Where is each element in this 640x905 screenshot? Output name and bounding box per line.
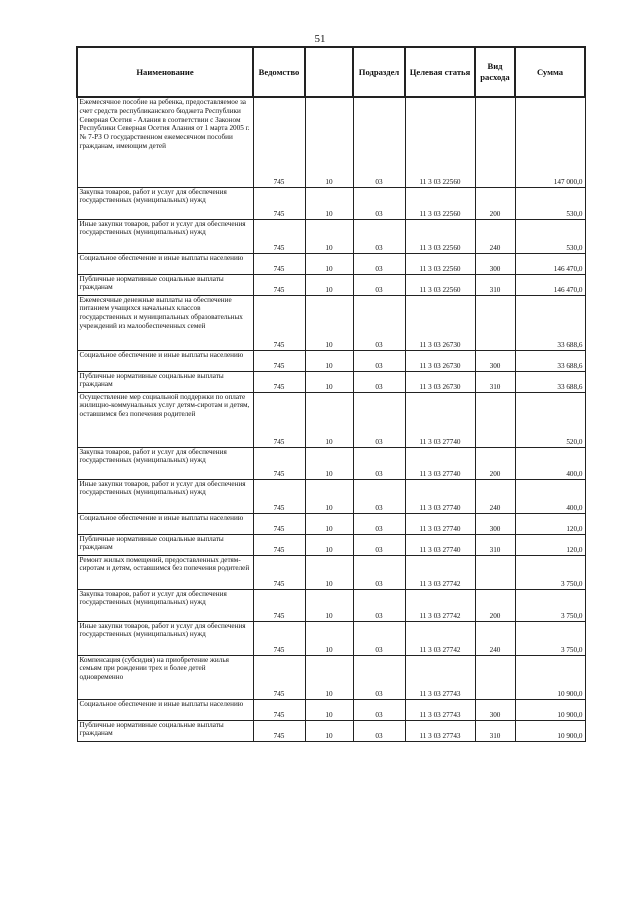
row-amount: 33 688,6 <box>515 295 585 350</box>
row-department: 745 <box>253 699 305 720</box>
header-name: Наименование <box>77 47 253 97</box>
table-row <box>77 621 585 655</box>
row-amount: 10 900,0 <box>515 655 585 699</box>
row-amount: 10 900,0 <box>515 699 585 720</box>
row-section: 10 <box>305 350 353 371</box>
row-department: 745 <box>253 187 305 219</box>
row-section: 10 <box>305 187 353 219</box>
row-subsection: 03 <box>353 219 405 253</box>
row-name: Осуществление мер социальной поддержки по оплате жилищно-коммунальных услуг детям-сиротам и детям, оставшимся без попечения родителей <box>77 392 253 447</box>
row-expense-type: 310 <box>475 534 515 555</box>
table-row <box>77 219 585 253</box>
row-subsection: 03 <box>353 513 405 534</box>
row-subsection: 03 <box>353 371 405 392</box>
header-amount: Сумма <box>515 47 585 97</box>
row-name: Публичные нормативные социальные выплаты гражданам <box>77 371 253 392</box>
row-target-item: 11 3 03 26730 <box>405 350 475 371</box>
table-row <box>77 97 585 187</box>
row-expense-type <box>475 392 515 447</box>
row-expense-type <box>475 555 515 589</box>
row-amount: 33 688,6 <box>515 371 585 392</box>
row-subsection: 03 <box>353 392 405 447</box>
row-section: 10 <box>305 392 353 447</box>
row-expense-type: 300 <box>475 699 515 720</box>
row-subsection: 03 <box>353 589 405 621</box>
row-section: 10 <box>305 253 353 274</box>
row-name: Закупка товаров, работ и услуг для обеспечения государственных (муниципальных) нужд <box>77 589 253 621</box>
row-expense-type: 300 <box>475 350 515 371</box>
table-row <box>77 447 585 479</box>
row-department: 745 <box>253 447 305 479</box>
row-amount: 146 470,0 <box>515 274 585 295</box>
row-section: 10 <box>305 479 353 513</box>
row-amount: 120,0 <box>515 513 585 534</box>
row-target-item: 11 3 03 27743 <box>405 699 475 720</box>
row-section: 10 <box>305 621 353 655</box>
row-name: Компенсация (субсидия) на приобретение жилья семьям при рождении трех и более детей одновременно <box>77 655 253 699</box>
table-row <box>77 555 585 589</box>
row-section: 10 <box>305 97 353 187</box>
row-department: 745 <box>253 655 305 699</box>
row-amount: 146 470,0 <box>515 253 585 274</box>
row-department: 745 <box>253 295 305 350</box>
row-subsection: 03 <box>353 699 405 720</box>
row-name: Иные закупки товаров, работ и услуг для обеспечения государственных (муниципальных) нужд <box>77 621 253 655</box>
row-name: Социальное обеспечение и иные выплаты населению <box>77 513 253 534</box>
row-department: 745 <box>253 534 305 555</box>
row-subsection: 03 <box>353 253 405 274</box>
row-expense-type: 240 <box>475 621 515 655</box>
table-row <box>77 699 585 720</box>
row-section: 10 <box>305 555 353 589</box>
row-subsection: 03 <box>353 534 405 555</box>
row-amount: 10 900,0 <box>515 720 585 741</box>
row-section: 10 <box>305 655 353 699</box>
row-target-item: 11 3 03 27740 <box>405 534 475 555</box>
row-name: Закупка товаров, работ и услуг для обеспечения государственных (муниципальных) нужд <box>77 187 253 219</box>
row-subsection: 03 <box>353 350 405 371</box>
row-target-item: 11 3 03 26730 <box>405 295 475 350</box>
row-name: Закупка товаров, работ и услуг для обеспечения государственных (муниципальных) нужд <box>77 447 253 479</box>
row-expense-type: 310 <box>475 371 515 392</box>
header-section-blank <box>305 47 353 97</box>
row-name: Ремонт жилых помещений, предоставленных детям-сиротам и детям, оставшимся без попечения родителей <box>77 555 253 589</box>
header-target-item: Целевая статья <box>405 47 475 97</box>
row-target-item: 11 3 03 26730 <box>405 371 475 392</box>
row-expense-type: 310 <box>475 720 515 741</box>
row-subsection: 03 <box>353 274 405 295</box>
row-amount: 530,0 <box>515 187 585 219</box>
row-section: 10 <box>305 447 353 479</box>
row-target-item: 11 3 03 27740 <box>405 447 475 479</box>
row-name: Ежемесячное пособие на ребенка, предоставляемое за счет средств республиканского бюджета Республики Северная Осетия - Алания в соответствии с Законом Республики Северная Осетия Алания от 1 марта 2005 г. № 7-РЗ О государственном ежемесячном пособии гражданам, имеющим детей <box>77 97 253 187</box>
row-department: 745 <box>253 555 305 589</box>
row-target-item: 11 3 03 22560 <box>405 253 475 274</box>
table-row <box>77 479 585 513</box>
row-subsection: 03 <box>353 295 405 350</box>
row-amount: 400,0 <box>515 447 585 479</box>
row-expense-type <box>475 295 515 350</box>
row-target-item: 11 3 03 27740 <box>405 479 475 513</box>
row-department: 745 <box>253 350 305 371</box>
row-department: 745 <box>253 371 305 392</box>
table-row <box>77 589 585 621</box>
table-body <box>77 97 585 741</box>
header-subsection: Подраздел <box>353 47 405 97</box>
row-name: Публичные нормативные социальные выплаты гражданам <box>77 534 253 555</box>
row-section: 10 <box>305 371 353 392</box>
row-amount: 147 000,0 <box>515 97 585 187</box>
row-section: 10 <box>305 295 353 350</box>
row-amount: 3 750,0 <box>515 621 585 655</box>
row-target-item: 11 3 03 22560 <box>405 274 475 295</box>
row-department: 745 <box>253 392 305 447</box>
row-section: 10 <box>305 699 353 720</box>
row-department: 745 <box>253 219 305 253</box>
table-row <box>77 534 585 555</box>
row-target-item: 11 3 03 27740 <box>405 392 475 447</box>
row-expense-type: 300 <box>475 513 515 534</box>
row-amount: 3 750,0 <box>515 589 585 621</box>
row-subsection: 03 <box>353 720 405 741</box>
header-department: Ведомство <box>253 47 305 97</box>
row-expense-type: 200 <box>475 447 515 479</box>
row-name: Публичные нормативные социальные выплаты гражданам <box>77 720 253 741</box>
row-amount: 400,0 <box>515 479 585 513</box>
row-name: Социальное обеспечение и иные выплаты населению <box>77 253 253 274</box>
row-amount: 530,0 <box>515 219 585 253</box>
row-subsection: 03 <box>353 555 405 589</box>
row-department: 745 <box>253 274 305 295</box>
table-row <box>77 371 585 392</box>
row-name: Публичные нормативные социальные выплаты гражданам <box>77 274 253 295</box>
table-row <box>77 720 585 741</box>
row-expense-type: 200 <box>475 589 515 621</box>
row-expense-type: 310 <box>475 274 515 295</box>
row-target-item: 11 3 03 27742 <box>405 589 475 621</box>
header-expense-type: Вид расхода <box>475 47 515 97</box>
row-department: 745 <box>253 513 305 534</box>
row-target-item: 11 3 03 22560 <box>405 187 475 219</box>
row-subsection: 03 <box>353 621 405 655</box>
row-amount: 3 750,0 <box>515 555 585 589</box>
row-department: 745 <box>253 479 305 513</box>
row-subsection: 03 <box>353 479 405 513</box>
table-row <box>77 655 585 699</box>
row-name: Ежемесячные денежные выплаты на обеспечение питанием учащихся начальных классов государственных и муниципальных образовательных учреждений из малообеспеченных семей <box>77 295 253 350</box>
row-target-item: 11 3 03 27743 <box>405 720 475 741</box>
row-name: Социальное обеспечение и иные выплаты населению <box>77 699 253 720</box>
row-target-item: 11 3 03 27740 <box>405 513 475 534</box>
row-target-item: 11 3 03 22560 <box>405 219 475 253</box>
row-subsection: 03 <box>353 447 405 479</box>
row-subsection: 03 <box>353 655 405 699</box>
budget-table <box>76 46 586 742</box>
row-target-item: 11 3 03 27742 <box>405 555 475 589</box>
row-subsection: 03 <box>353 187 405 219</box>
row-name: Иные закупки товаров, работ и услуг для обеспечения государственных (муниципальных) нужд <box>77 219 253 253</box>
row-name: Социальное обеспечение и иные выплаты населению <box>77 350 253 371</box>
row-amount: 33 688,6 <box>515 350 585 371</box>
page-number: 51 <box>314 33 326 45</box>
row-section: 10 <box>305 589 353 621</box>
row-department: 745 <box>253 720 305 741</box>
table-row <box>77 295 585 350</box>
row-department: 745 <box>253 621 305 655</box>
row-amount: 120,0 <box>515 534 585 555</box>
table-row <box>77 274 585 295</box>
row-target-item: 11 3 03 22560 <box>405 97 475 187</box>
row-subsection: 03 <box>353 97 405 187</box>
row-expense-type: 240 <box>475 479 515 513</box>
row-amount: 520,0 <box>515 392 585 447</box>
row-section: 10 <box>305 219 353 253</box>
row-section: 10 <box>305 513 353 534</box>
row-section: 10 <box>305 534 353 555</box>
row-section: 10 <box>305 720 353 741</box>
row-section: 10 <box>305 274 353 295</box>
table-row <box>77 187 585 219</box>
row-expense-type: 240 <box>475 219 515 253</box>
row-target-item: 11 3 03 27742 <box>405 621 475 655</box>
table-header-row <box>77 47 585 97</box>
row-expense-type <box>475 655 515 699</box>
row-expense-type: 300 <box>475 253 515 274</box>
table-row <box>77 513 585 534</box>
row-department: 745 <box>253 97 305 187</box>
row-target-item: 11 3 03 27743 <box>405 655 475 699</box>
row-expense-type <box>475 97 515 187</box>
row-name: Иные закупки товаров, работ и услуг для обеспечения государственных (муниципальных) нужд <box>77 479 253 513</box>
row-department: 745 <box>253 253 305 274</box>
table-row <box>77 350 585 371</box>
table-row <box>77 253 585 274</box>
row-expense-type: 200 <box>475 187 515 219</box>
row-department: 745 <box>253 589 305 621</box>
table-row <box>77 392 585 447</box>
